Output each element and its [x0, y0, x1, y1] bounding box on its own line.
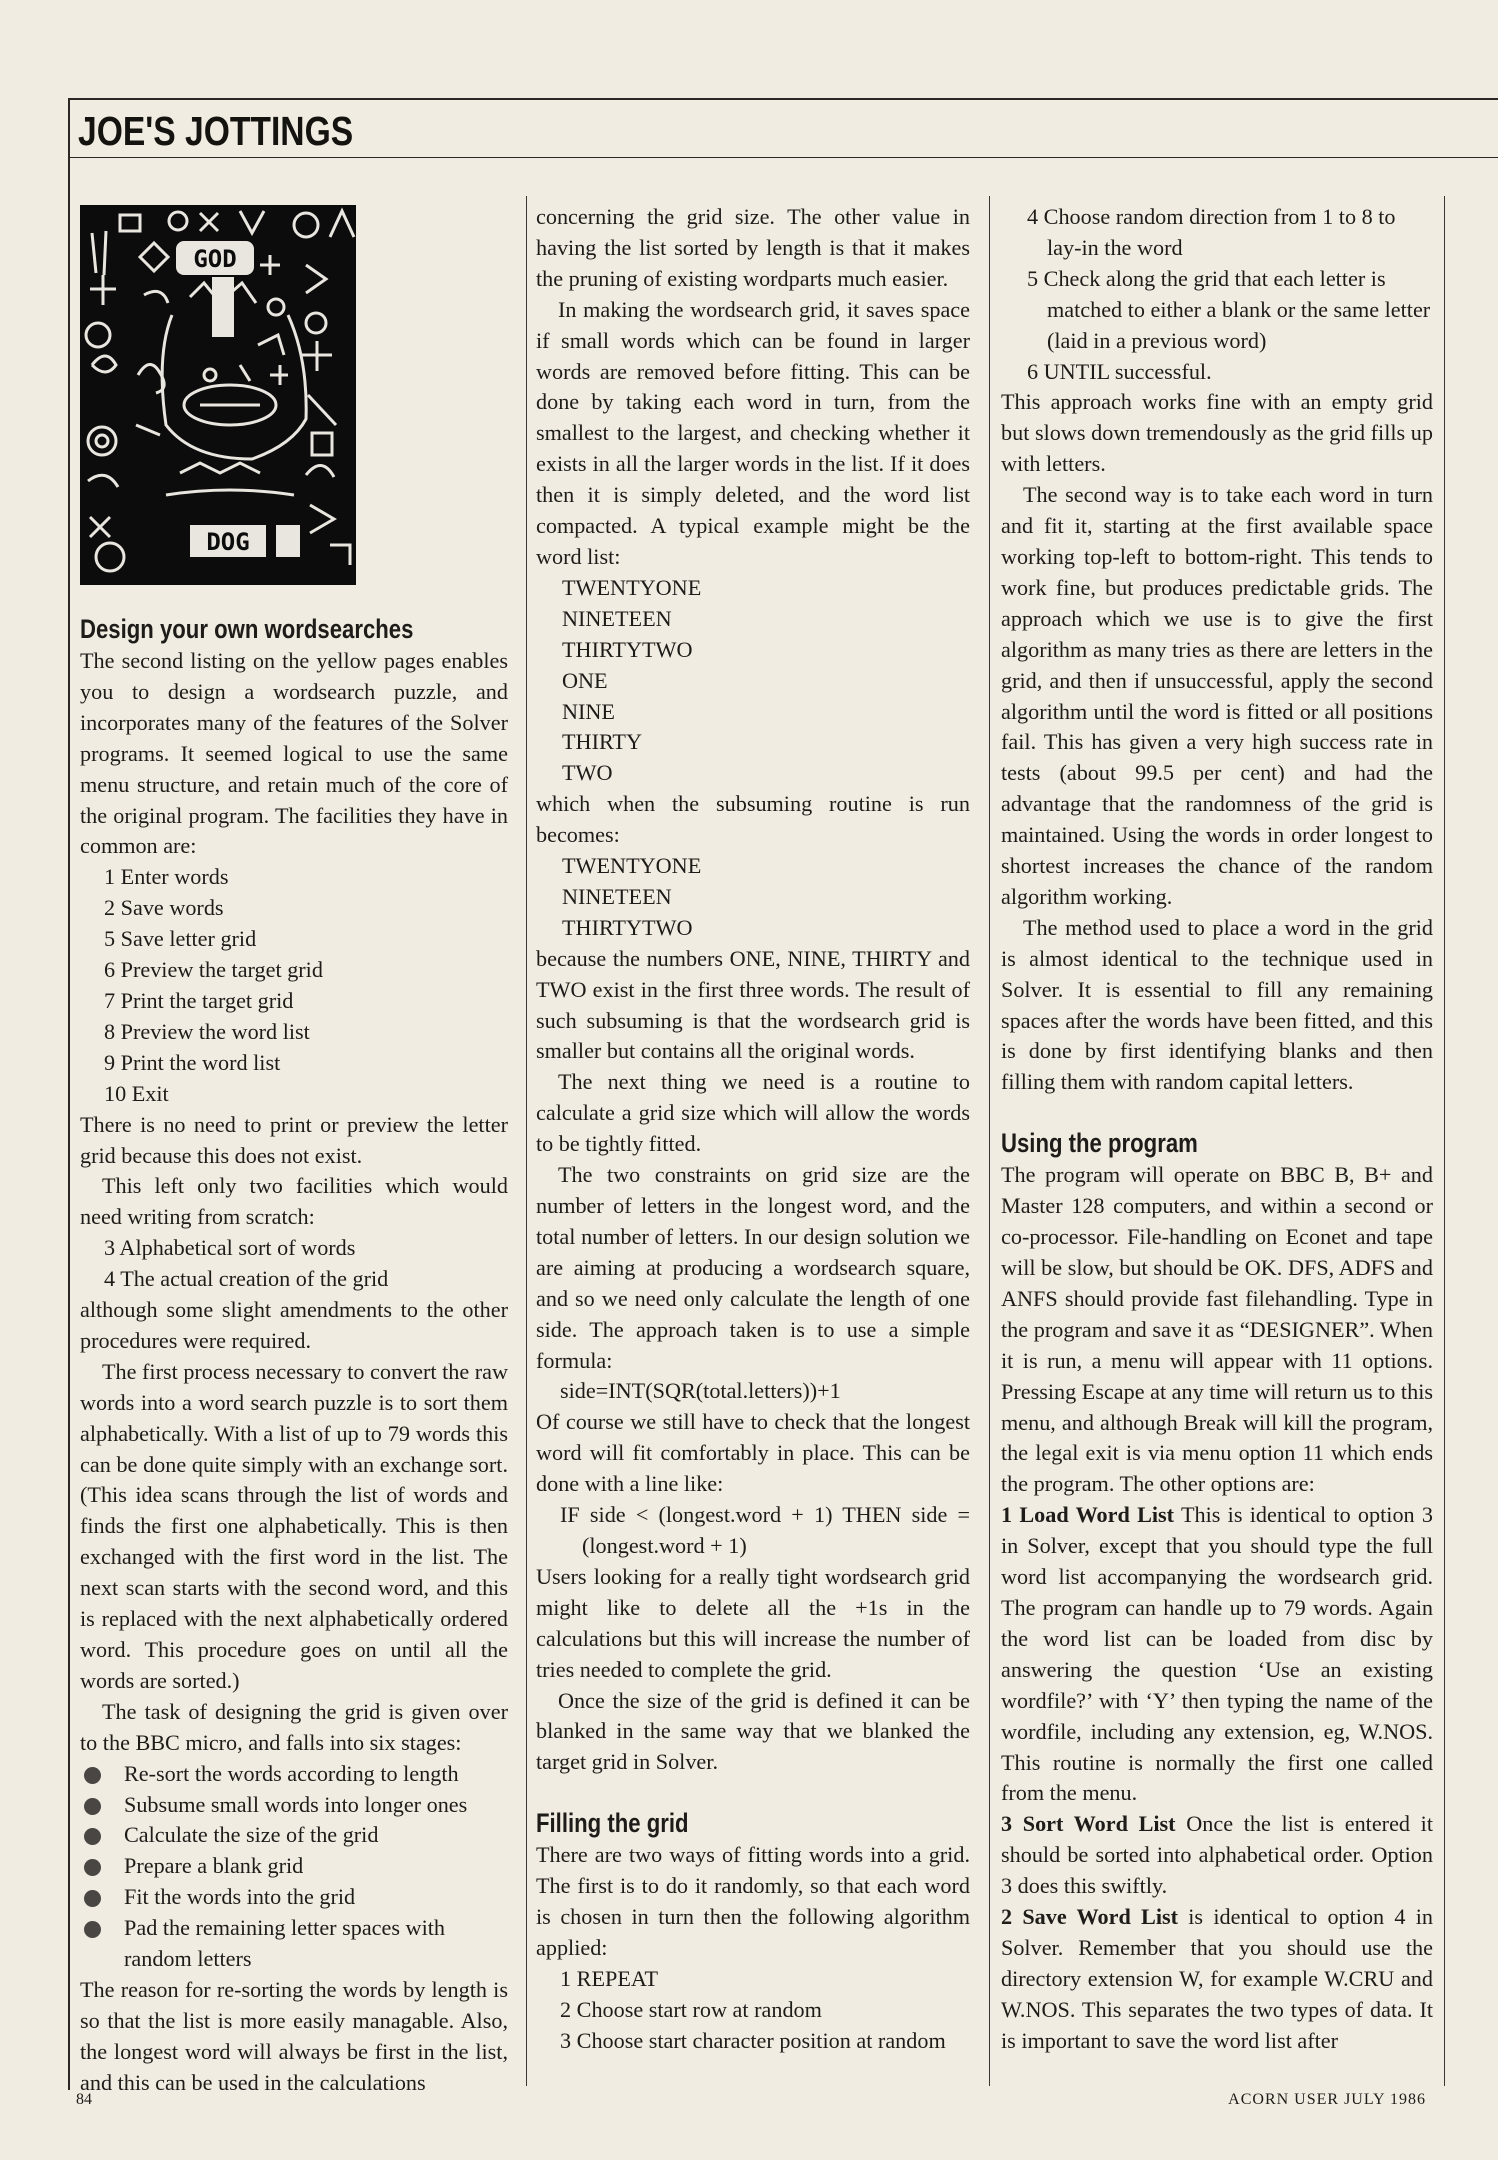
- list-item: NINETEEN: [562, 605, 672, 631]
- badge-bottom: DOG: [206, 528, 250, 556]
- option-load-word-list: [1001, 1500, 1433, 1809]
- col2-paragraph-4: because the numbers ONE, NINE, THIRTY and TWO exist in the first three words. The result of such subsuming is that the wordsearch grid is smaller but contains all the original words.: [536, 945, 970, 1064]
- list-item: 1 REPEAT: [560, 1965, 659, 1991]
- spacer: [536, 1778, 970, 1806]
- option-text: This is identical to option 3 in Solver, except that you should type the full word list accompanying the wordsearch grid. The program can handle up to 79 words. Again the word list can be loaded from disc by answering the question ‘Use an existing wordfile?’ with ‘Y’ then typing the name of the wordfile, including any extension, eg, W.NOS. This routine is normally the first one called from the menu.: [1001, 1502, 1434, 1806]
- scratch-facilities-list: [80, 1233, 508, 1295]
- list-item: Prepare a blank grid: [124, 1851, 508, 1882]
- option-sort-word-list: [1001, 1809, 1433, 1902]
- list-item: TWENTYONE: [562, 853, 702, 879]
- col2-paragraph-5: The next thing we need is a routine to calculate a grid size which will allow the words to be tightly fitted.: [536, 1069, 970, 1157]
- list-item: 2 Choose start row at random: [560, 1996, 822, 2022]
- heading-using-program: Using the program: [1001, 1128, 1198, 1159]
- col2-paragraph-7: Of course we still have to check that the longest word will fit comfortably in place. This can be done with a line like:: [536, 1409, 970, 1497]
- word-list: [536, 573, 970, 789]
- list-item: 3 Choose start character position at random: [560, 2027, 946, 2053]
- spacer: [1001, 1098, 1433, 1126]
- col1-paragraph-2: There is no need to print or preview the letter grid because this does not exist.: [80, 1111, 508, 1168]
- algorithm-steps-continued: [1001, 202, 1433, 387]
- column-divider: [526, 196, 527, 2086]
- col1-paragraph-5: The first process necessary to convert the raw words into a word search puzzle is to sort them alphabetically. With a list of up to 79 words this can be done quite simply with an exchange sort. (This idea scans through the list of words and finds the first one alphabetically. This is then exchanged with the first word in the list. The next scan starts with the second word, and this is replaced with the next alphabetically ordered word. This procedure goes on until all the words are sorted.): [80, 1358, 508, 1693]
- page-number: 84: [76, 2091, 92, 2108]
- col3-paragraph-4: The program will operate on BBC B, B+ and Master 128 computers, and within a second or co-processor. File-handling on Econet and tape will be slow, but should be OK. DFS, ADFS and ANFS should provide fast filehandling. Type in the program and save it as “DESIGNER”. When it is run, a menu will appear with 11 options. Pressing Escape at any time will return us to this menu, and although Break will kill the program, the legal exit is via menu option 11 which ends the program. The other options are:: [1001, 1162, 1433, 1497]
- heading-filling-grid: Filling the grid: [536, 1808, 689, 1839]
- list-item: TWENTYONE: [562, 574, 702, 600]
- list-item: 4 The actual creation of the grid: [104, 1266, 389, 1292]
- col2-paragraph-8: Users looking for a really tight wordsearch grid might like to delete all the +1s in the calculations but this will increase the number of tries needed to complete the grid.: [536, 1563, 970, 1682]
- illustration-art: [80, 205, 356, 585]
- option-label: 1 Load Word List: [1001, 1502, 1175, 1528]
- design-stages-list: [80, 1759, 508, 1975]
- list-item: Pad the remaining letter spaces with random letters: [124, 1913, 508, 1975]
- column-divider: [989, 196, 990, 2086]
- list-item: 4 Choose random direction from 1 to 8 to lay-in the word: [1027, 204, 1396, 260]
- list-item: 3 Alphabetical sort of words: [104, 1235, 356, 1261]
- col2-paragraph-9: Once the size of the grid is defined it can be blanked in the same way that we blanked the target grid in Solver.: [536, 1687, 970, 1775]
- option-label: 2 Save Word List: [1001, 1904, 1179, 1930]
- list-item: 10 Exit: [104, 1080, 169, 1106]
- column-divider: [1444, 196, 1445, 2086]
- list-item: ONE: [562, 667, 608, 693]
- option-text: Once the list is entered it should be sorted into alphabetical order. Option 3 does this swiftly.: [1001, 1811, 1433, 1899]
- list-item: Fit the words into the grid: [124, 1882, 508, 1913]
- common-facilities-list: [80, 862, 508, 1109]
- section-title: JOE'S JOTTINGS: [78, 108, 354, 154]
- col1-paragraph-3: This left only two facilities which would need writing from scratch:: [80, 1173, 508, 1230]
- col2-paragraph-1: concerning the grid size. The other value in having the list sorted by length is that it makes the pruning of existing wordparts much easier.: [536, 204, 970, 291]
- col1-paragraph-1: The second listing on the yellow pages enables you to design a wordsearch puzzle, and incorporates many of the features of the Solver programs. It seemed logical to use the same menu structure, and retain much of the core of the original program. The facilities they have in common are:: [80, 648, 508, 859]
- list-item: NINE: [562, 698, 615, 724]
- list-item: NINETEEN: [562, 883, 672, 909]
- formula-longest-word: IF side < (longest.word + 1) THEN side = (longest.word + 1): [560, 1502, 970, 1558]
- list-item: 2 Save words: [104, 895, 224, 921]
- list-item: THIRTYTWO: [562, 636, 693, 662]
- list-item: 9 Print the word list: [104, 1049, 281, 1075]
- list-item: Subsume small words into longer ones: [124, 1790, 508, 1821]
- col2-paragraph-10: There are two ways of fitting words into a grid. The first is to do it randomly, so that each word is chosen in turn then the following algorithm applied:: [536, 1842, 970, 1960]
- col1-paragraph-4: although some slight amendments to the other procedures were required.: [80, 1297, 508, 1353]
- option-save-word-list: [1001, 1902, 1433, 2057]
- col2-paragraph-6: The two constraints on grid size are the number of letters in the longest word, and the total number of letters. In our design solution we are aiming at producing a wordsearch square, and so we need only calculate the length of one side. The approach taken is to use a simple formula:: [536, 1162, 970, 1373]
- option-text: is identical to option 4 in Solver. Remember that you should use the directory extension W, for example W.CRU and W.NOS. This separates the two types of data. It is important to save the word list after: [1001, 1904, 1433, 2053]
- title-rule: [68, 157, 1498, 158]
- algorithm-steps: [536, 1964, 970, 2057]
- list-item: TWO: [562, 760, 613, 786]
- publication-footer: ACORN USER JULY 1986: [1228, 2091, 1426, 2108]
- heading-design-wordsearches: Design your own wordsearches: [80, 614, 414, 644]
- col3-paragraph-2: The second way is to take each word in turn and fit it, starting at the first available space working top-left to bottom-right. This tends to work fine, but produces predictable grids. The approach which we use is to give the first algorithm as many tries as there are letters in the grid, and then if unsuccessful, apply the second algorithm until the word is fitted or all positions fail. This has given a very high success rate in tests (about 99.5 per cent) and had the advantage that the randomness of the grid is maintained. Using the words in order longest to shortest increases the chance of the random algorithm working.: [1001, 482, 1433, 909]
- column-1: [80, 612, 508, 2099]
- option-label: 3 Sort Word List: [1001, 1811, 1176, 1837]
- col3-paragraph-3: The method used to place a word in the grid is almost identical to the technique used in Solver. It is essential to fill any remaining spaces after the words have been fitted, and this is done by first identifying blanks and then filling them with random capital letters.: [1001, 914, 1433, 1095]
- badge-top: GOD: [193, 245, 237, 273]
- list-item: 8 Preview the word list: [104, 1018, 310, 1044]
- list-item: 6 UNTIL successful.: [1027, 358, 1212, 384]
- column-3: [1001, 202, 1433, 2057]
- list-item: 5 Check along the grid that each letter is matched to either a blank or the same letter (laid in a previous word): [1027, 265, 1431, 353]
- list-item: 7 Print the target grid: [104, 987, 294, 1013]
- formula-side: side=INT(SQR(total.letters))+1: [560, 1378, 841, 1404]
- subsumed-word-list: [536, 851, 970, 944]
- list-item: THIRTYTWO: [562, 914, 693, 940]
- col3-paragraph-1: This approach works fine with an empty grid but slows down tremendously as the grid fills up with letters.: [1001, 389, 1433, 477]
- list-item: THIRTY: [562, 729, 643, 755]
- list-item: Calculate the size of the grid: [124, 1820, 508, 1851]
- list-item: Re-sort the words according to length: [124, 1759, 508, 1790]
- list-item: 1 Enter words: [104, 864, 229, 890]
- list-item: 6 Preview the target grid: [104, 957, 323, 983]
- col1-paragraph-7: The reason for re-sorting the words by length is so that the list is more easily managable. Also, the longest word will always be first in the list, and this can be used in the calculations: [80, 1976, 508, 2095]
- dog-god-illustration: [80, 205, 356, 585]
- col2-paragraph-2: In making the wordsearch grid, it saves space if small words which can be found in larger words are removed before fitting. This can be done by taking each word in turn, from the smallest to the largest, and checking whether it exists in all the larger words in the list. If it does then it is simply deleted, and the word list compacted. A typical example might be the word list:: [536, 296, 970, 569]
- column-2: [536, 202, 970, 2057]
- col2-paragraph-3: which when the subsuming routine is run becomes:: [536, 791, 970, 848]
- col1-paragraph-6: The task of designing the grid is given over to the BBC micro, and falls into six stages:: [80, 1698, 508, 1755]
- list-item: 5 Save letter grid: [104, 926, 257, 952]
